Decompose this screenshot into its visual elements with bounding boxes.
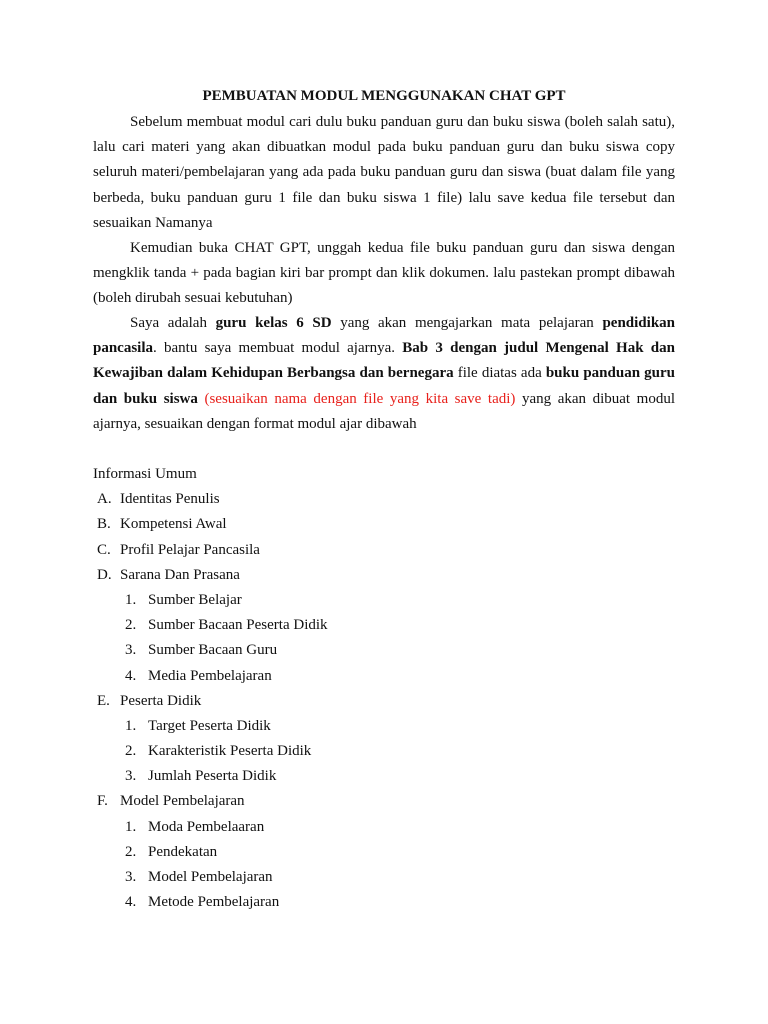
list-item-label: Pendekatan: [148, 843, 218, 860]
list-item-label: Identitas Penulis: [120, 491, 220, 508]
list-marker: A.: [97, 491, 112, 508]
list-item: [93, 613, 675, 638]
list-item: [93, 638, 675, 663]
list-item-label: Jumlah Peserta Didik: [148, 768, 277, 785]
list-item-label: Sumber Bacaan Guru: [148, 642, 278, 659]
list-item: [93, 588, 675, 613]
list-marker: D.: [97, 566, 112, 583]
paragraph-prompt: [93, 311, 675, 437]
list-marker: 3.: [125, 768, 137, 785]
list-item: [93, 512, 675, 537]
list-item: [93, 664, 675, 689]
list-item-label: Sumber Bacaan Peserta Didik: [148, 617, 328, 634]
list-marker: 4.: [125, 894, 137, 911]
list-item: [93, 487, 675, 512]
list-item-label: Moda Pembelaaran: [148, 818, 265, 835]
list-item: [93, 865, 675, 890]
prompt-text: Saya adalah: [130, 315, 216, 331]
document-title: PEMBUATAN MODUL MENGGUNAKAN CHAT GPT: [202, 88, 566, 104]
list-marker: 2.: [125, 743, 137, 760]
list-marker: C.: [97, 541, 111, 558]
list-item-label: Informasi Umum: [93, 466, 197, 482]
list-item-label: Model Pembelajaran: [120, 793, 245, 810]
prompt-bold-books: buku panduan guru dan buku siswa: [93, 365, 675, 407]
outline-list: [93, 462, 675, 915]
list-item: [93, 689, 675, 714]
prompt-text: yang akan mengajarkan mata pelajaran: [331, 315, 603, 331]
outline-heading: [93, 462, 675, 487]
list-item: [93, 840, 675, 865]
list-item-label: Peserta Didik: [120, 692, 202, 709]
prompt-bold-grade: guru kelas 6 SD: [215, 315, 332, 331]
list-item-label: Media Pembelajaran: [148, 667, 272, 684]
list-item: [93, 815, 675, 840]
list-item: [93, 764, 675, 789]
list-item-label: Sarana Dan Prasana: [120, 566, 240, 583]
prompt-bold-chapter: Bab 3 dengan judul Mengenal Hak dan Kewajiban dalam Kehidupan Berbangsa dan bernegara: [93, 340, 675, 382]
prompt-red-note: (sesuaikan nama dengan file yang kita save tadi): [204, 390, 516, 407]
list-item-label: Metode Pembelajaran: [148, 894, 280, 911]
list-marker: 2.: [125, 843, 137, 860]
list-item-label: Profil Pelajar Pancasila: [120, 541, 260, 558]
list-marker: 4.: [125, 667, 137, 684]
list-item: [93, 789, 675, 814]
list-marker: 2.: [125, 617, 137, 634]
list-item-label: Sumber Belajar: [148, 591, 242, 608]
list-item-label: Target Peserta Didik: [148, 717, 271, 734]
list-item: [93, 714, 675, 739]
prompt-bold-subject: pendidikan pancasila: [93, 315, 675, 357]
list-item-label: Kompetensi Awal: [120, 516, 227, 533]
list-marker: 1.: [125, 717, 137, 734]
list-marker: E.: [97, 692, 110, 709]
list-marker: B.: [97, 516, 111, 533]
prompt-text: yang akan dibuat modul ajarnya, sesuaikan dengan format modul ajar dibawah: [93, 390, 675, 432]
list-item: [93, 538, 675, 563]
list-item-label: Karakteristik Peserta Didik: [148, 743, 312, 760]
list-marker: F.: [97, 793, 108, 810]
list-item-label: Model Pembelajaran: [148, 869, 273, 885]
prompt-text: . bantu saya membuat modul ajarnya.: [153, 340, 403, 357]
prompt-text: file diatas ada: [453, 365, 546, 382]
list-item: [93, 739, 675, 764]
list-item: [93, 563, 675, 588]
paragraph-intro: Sebelum membuat modul cari dulu buku panduan guru dan buku siswa (boleh salah satu), lalu cari materi yang akan dibuatkan modul pada buku panduan guru dan buku siswa copy seluruh materi/pembelajaran yang ada pada buku panduan guru dan siswa (buat dalam file yang berbeda, buku panduan guru 1 file dan buku siswa 1 file) lalu save kedua file tersebut dan sesuaikan Namanya: [93, 114, 675, 231]
paragraph-upload-steps: Kemudian buka CHAT GPT, unggah kedua file buku panduan guru dan siswa dengan mengklik tanda + pada bagian kiri bar prompt dan klik dokumen. lalu pastekan prompt dibawah (boleh dirubah sesuai kebutuhan): [93, 240, 675, 307]
list-item: [93, 890, 675, 915]
list-marker: 1.: [125, 591, 137, 608]
list-marker: 3.: [125, 642, 137, 659]
list-marker: 1.: [125, 818, 137, 835]
list-marker: 3.: [125, 869, 137, 885]
